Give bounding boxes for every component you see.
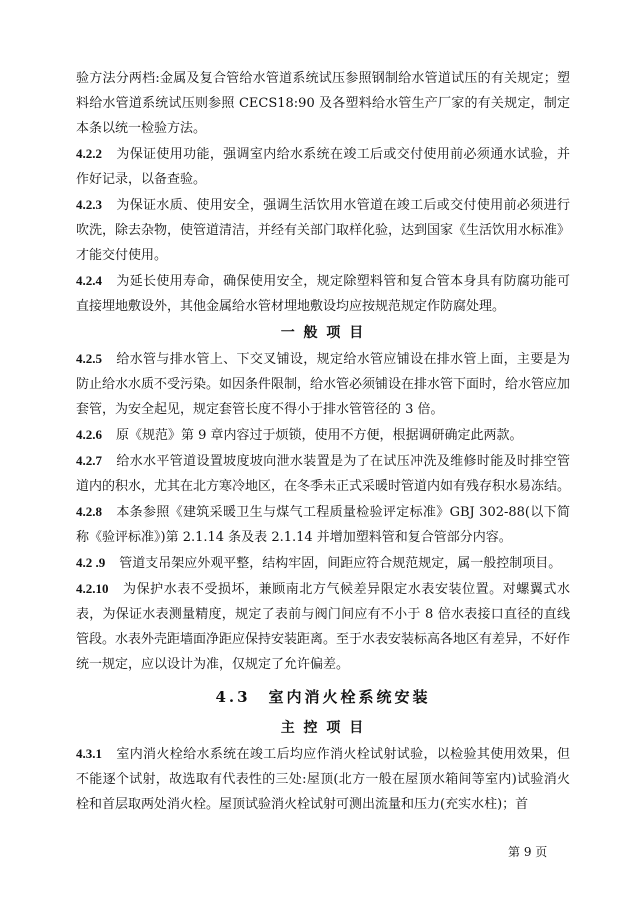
item-number: 4.2 .9 — [76, 555, 106, 570]
item-text: 给水水平管道设置坡度坡向泄水装置是为了在试压冲洗及维修时能及时排空管道内的积水，尤其在北方寒冷地区，在冬季未正式采暖时管道内如有残存积水易冻结。 — [76, 454, 571, 494]
item-4-3-1 — [76, 741, 570, 817]
item-4-2-6 — [76, 422, 570, 448]
item-4-2-10 — [76, 576, 570, 677]
item-number: 4.3.1 — [76, 746, 102, 761]
item-number: 4.2.5 — [76, 351, 102, 366]
item-text: 本条参照《建筑采暖卫生与煤气工程质量检验评定标准》GBJ 302-88(以下简称《验评标准》)第 2.1.14 条及表 2.1.14 并增加塑料管和复合管部分内容。 — [76, 505, 570, 545]
item-text: 为延长使用寿命，确保使用安全，规定除塑料管和复合管本身具有防腐功能可直接埋地敷设外，其他金属给水管材埋地敷设均应按规范规定作防腐处理。 — [76, 274, 570, 314]
item-text: 管道支吊架应外观平整，结构牢固，间距应符合规范规定，属一般控制项目。 — [119, 556, 562, 571]
item-4-2-3 — [76, 192, 570, 268]
item-4-2-7 — [76, 448, 570, 499]
item-text: 为保证使用功能，强调室内给水系统在竣工后或交付使用前必须通水试验，并作好记录，以备查验。 — [76, 147, 570, 187]
page-number: 第 9 页 — [508, 845, 548, 859]
item-text: 为保证水质、使用安全，强调生活饮用水管道在竣工后或交付使用前必须进行吹洗，除去杂物，使管道清洁，并经有关部门取样化验，达到国家《生活饮用水标准》才能交付使用。 — [76, 198, 571, 263]
item-text: 给水管与排水管上、下交叉铺设，规定给水管应铺设在排水管上面，主要是为防止给水水质不受污染。如因条件限制，给水管必须铺设在排水管下面时，给水管应加套管，为安全起见，规定套管长度不得小于排水管管径的 3 倍。 — [76, 352, 571, 417]
item-4-2-9 — [76, 550, 570, 576]
intro-paragraph: 验方法分两档:金属及复合管给水管道系统试压参照钢制给水管道试压的有关规定；塑料给水管道系统试压则参照 CECS18:90 及各塑料给水管生产厂家的有关规定，制定本条以统一检验方法。 — [76, 71, 570, 136]
item-4-2-5 — [76, 346, 570, 422]
item-text: 为保护水表不受损坏，兼顾南北方气候差异限定水表安装位置。对螺翼式水表，为保证水表测量精度，规定了表前与阀门间应有不小于 8 倍水表接口直径的直线管段。水表外壳距墙面净距应保持安装距离。至于水表安装标高各地区有差异，不好作统一规定，应以设计为准，仅规定了允许偏差。 — [76, 582, 571, 672]
heading-general-items: 一 般 项 目 — [280, 325, 366, 341]
section-title: 4.3 室内消火栓系统安装 — [215, 688, 431, 706]
item-number: 4.2.3 — [76, 197, 102, 212]
item-number: 4.2.6 — [76, 427, 102, 442]
item-number: 4.2.10 — [76, 581, 109, 596]
item-number: 4.2.4 — [76, 273, 102, 288]
item-4-2-2 — [76, 141, 570, 192]
item-text: 室内消火栓给水系统在竣工后均应作消火栓试射试验，以检验其使用效果，但不能逐个试射，故选取有代表性的三处:屋顶(北方一般在屋顶水箱间等室内)试验消火栓和首层取两处消火栓。屋顶试验消火栓试射可测出流量和压力(充实水柱)；首 — [76, 747, 570, 812]
item-number: 4.2.8 — [76, 504, 102, 519]
item-text: 原《规范》第 9 章内容过于烦锁，使用不方便，根据调研确定此两款。 — [116, 428, 523, 443]
page-content — [76, 66, 570, 817]
item-number: 4.2.7 — [76, 453, 102, 468]
item-4-2-4 — [76, 268, 570, 319]
item-number: 4.2.2 — [76, 146, 102, 161]
item-4-2-8 — [76, 499, 570, 550]
heading-main-items: 主 控 项 目 — [280, 720, 366, 736]
